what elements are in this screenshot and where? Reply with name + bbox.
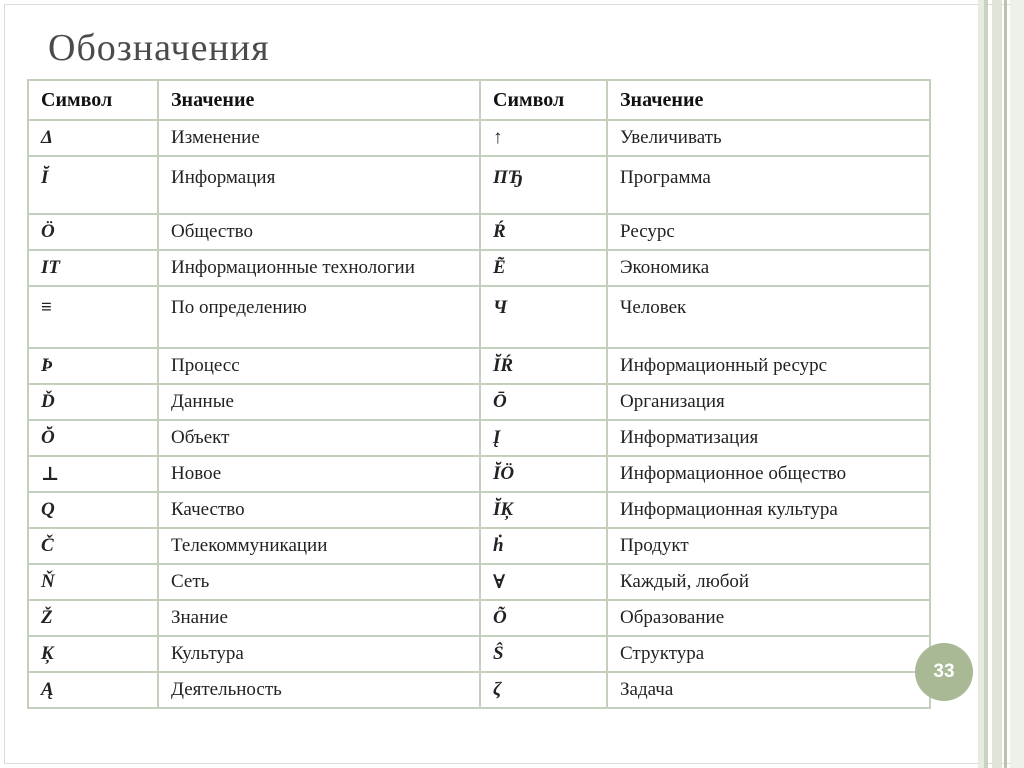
- table-row: [28, 636, 930, 672]
- stripe: [984, 0, 988, 768]
- symbol-cell: ḣ: [480, 528, 607, 564]
- symbol-cell: Ď: [28, 384, 158, 420]
- meaning-cell: Деятельность: [158, 672, 480, 708]
- table-row: [28, 528, 930, 564]
- meaning-cell: Информация: [158, 156, 480, 214]
- slide-title: Обозначения: [48, 27, 270, 69]
- meaning-cell: Процесс: [158, 348, 480, 384]
- meaning-cell: Информатизация: [607, 420, 930, 456]
- meaning-cell: Информационный ресурс: [607, 348, 930, 384]
- meaning-cell: Знание: [158, 600, 480, 636]
- meaning-cell: Объект: [158, 420, 480, 456]
- header-symbol-2: Символ: [480, 80, 607, 120]
- header-meaning-1: Значение: [158, 80, 480, 120]
- symbol-cell: ≡: [28, 286, 158, 348]
- page-number: 33: [933, 661, 955, 682]
- meaning-cell: Информационные технологии: [158, 250, 480, 286]
- symbol-cell: ĬĶ: [480, 492, 607, 528]
- symbol-cell: Ö: [28, 214, 158, 250]
- meaning-cell: Структура: [607, 636, 930, 672]
- symbol-cell: Ŝ: [480, 636, 607, 672]
- symbol-cell: ∀: [480, 564, 607, 600]
- symbol-cell: Q: [28, 492, 158, 528]
- meaning-cell: Информационное общество: [607, 456, 930, 492]
- symbol-cell: ↑: [480, 120, 607, 156]
- table-row: [28, 672, 930, 708]
- symbol-cell: Ķ: [28, 636, 158, 672]
- symbol-cell: Ō: [480, 384, 607, 420]
- symbol-cell: Õ: [480, 600, 607, 636]
- symbol-cell: Į: [480, 420, 607, 456]
- stripe: [1004, 0, 1007, 768]
- meaning-cell: Новое: [158, 456, 480, 492]
- meaning-cell: Культура: [158, 636, 480, 672]
- stripe: [1010, 0, 1024, 768]
- table-row: [28, 286, 930, 348]
- meaning-cell: Телекоммуникации: [158, 528, 480, 564]
- table-row: [28, 250, 930, 286]
- table-row: [28, 348, 930, 384]
- symbol-cell: Ĭ: [28, 156, 158, 214]
- meaning-cell: Данные: [158, 384, 480, 420]
- meaning-cell: По определению: [158, 286, 480, 348]
- table-row: [28, 156, 930, 214]
- table-row: [28, 456, 930, 492]
- meaning-cell: Организация: [607, 384, 930, 420]
- symbol-cell: ⊥: [28, 456, 158, 492]
- symbol-cell: ζ: [480, 672, 607, 708]
- meaning-cell: Ресурс: [607, 214, 930, 250]
- symbol-cell: Ž: [28, 600, 158, 636]
- meaning-cell: Экономика: [607, 250, 930, 286]
- meaning-cell: Человек: [607, 286, 930, 348]
- meaning-cell: Сеть: [158, 564, 480, 600]
- meaning-cell: Качество: [158, 492, 480, 528]
- header-meaning-2: Значение: [607, 80, 930, 120]
- symbol-cell: Ẽ: [480, 250, 607, 286]
- stripe: [992, 0, 1002, 768]
- symbol-cell: ĬŔ: [480, 348, 607, 384]
- symbol-cell: Þ: [28, 348, 158, 384]
- table-row: [28, 564, 930, 600]
- table-row: [28, 214, 930, 250]
- symbol-cell: Ŏ: [28, 420, 158, 456]
- symbol-cell: Δ: [28, 120, 158, 156]
- symbol-cell: Ň: [28, 564, 158, 600]
- meaning-cell: Общество: [158, 214, 480, 250]
- symbol-cell: ПЂ: [480, 156, 607, 214]
- meaning-cell: Программа: [607, 156, 930, 214]
- symbol-cell: Č: [28, 528, 158, 564]
- symbols-table: [27, 79, 931, 709]
- table-header-row: [28, 80, 930, 120]
- symbol-cell: ĬÖ: [480, 456, 607, 492]
- table-row: [28, 420, 930, 456]
- decorative-stripes: [978, 0, 1024, 768]
- table-row: [28, 120, 930, 156]
- table-row: [28, 600, 930, 636]
- table-row: [28, 492, 930, 528]
- symbol-cell: Ч: [480, 286, 607, 348]
- page-number-badge: [915, 643, 973, 701]
- meaning-cell: Продукт: [607, 528, 930, 564]
- header-symbol-1: Символ: [28, 80, 158, 120]
- meaning-cell: Изменение: [158, 120, 480, 156]
- meaning-cell: Задача: [607, 672, 930, 708]
- meaning-cell: Каждый, любой: [607, 564, 930, 600]
- symbol-cell: IT: [28, 250, 158, 286]
- meaning-cell: Образование: [607, 600, 930, 636]
- meaning-cell: Увеличивать: [607, 120, 930, 156]
- table-row: [28, 384, 930, 420]
- symbol-cell: Ŕ: [480, 214, 607, 250]
- symbol-cell: Ą: [28, 672, 158, 708]
- meaning-cell: Информационная культура: [607, 492, 930, 528]
